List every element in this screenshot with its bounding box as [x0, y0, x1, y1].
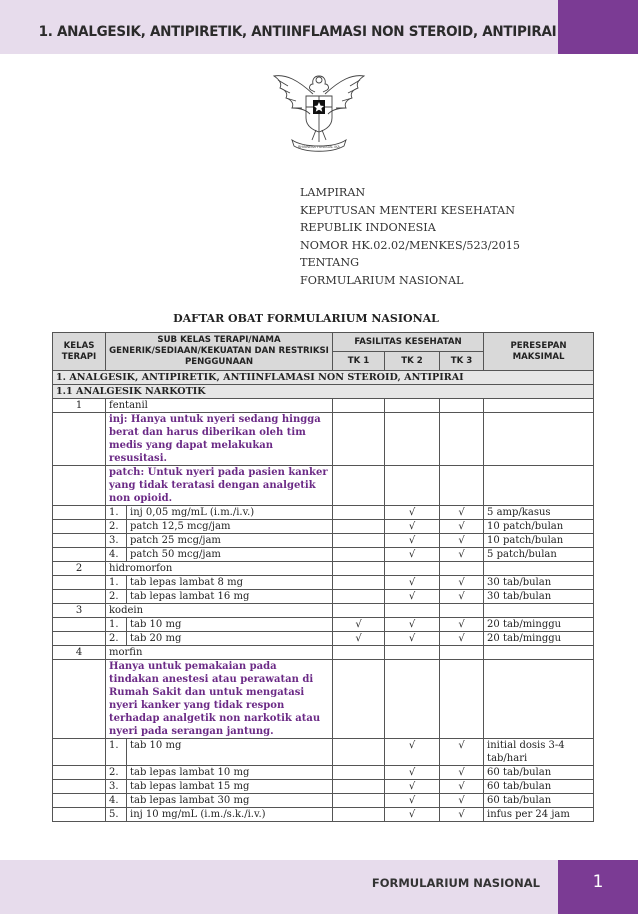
- restriction-row: [53, 466, 594, 506]
- tk2-check: √: [385, 548, 440, 562]
- max-prescription: 60 tab/bulan: [484, 766, 594, 780]
- item-number: 1.: [106, 576, 127, 590]
- item-description: patch 12,5 mcg/jam: [127, 520, 333, 534]
- tk1-check: √: [333, 618, 385, 632]
- tk3-check: √: [440, 632, 484, 646]
- garuda-emblem-icon: [268, 66, 370, 156]
- item-number: 2.: [106, 632, 127, 646]
- item-number: 2.: [106, 766, 127, 780]
- table-row: [53, 766, 594, 780]
- restriction-row: [53, 660, 594, 739]
- table-row: [53, 780, 594, 794]
- max-prescription: 30 tab/bulan: [484, 576, 594, 590]
- tk2-check: √: [385, 506, 440, 520]
- tk1-check: √: [333, 632, 385, 646]
- item-description: tab lepas lambat 15 mg: [127, 780, 333, 794]
- table-row: [53, 576, 594, 590]
- tk1-check: [333, 590, 385, 604]
- drug-row: [53, 399, 594, 413]
- tk3-check: √: [440, 618, 484, 632]
- item-number: 3.: [106, 534, 127, 548]
- header-kelas-terapi: KELAS TERAPI: [53, 333, 106, 371]
- tk3-check: √: [440, 780, 484, 794]
- drug-row: [53, 604, 594, 618]
- tk2-check: √: [385, 590, 440, 604]
- header-sub-kelas: SUB KELAS TERAPI/NAMA GENERIK/SEDIAAN/KEKUATAN DAN RESTRIKSI PENGGUNAAN: [106, 333, 333, 371]
- tk2-check: √: [385, 632, 440, 646]
- formulary-table: [52, 332, 594, 822]
- header-accent-block: [558, 0, 638, 54]
- item-number: 5.: [106, 808, 127, 822]
- tk3-check: √: [440, 506, 484, 520]
- lampiran-line: FORMULARIUM NASIONAL: [300, 273, 464, 287]
- item-number: 2.: [106, 520, 127, 534]
- tk3-check: √: [440, 548, 484, 562]
- item-description: tab lepas lambat 10 mg: [127, 766, 333, 780]
- item-number: 1.: [106, 506, 127, 520]
- item-description: tab lepas lambat 30 mg: [127, 794, 333, 808]
- section-heading: 1. ANALGESIK, ANTIPIRETIK, ANTIINFLAMASI NON STEROID, ANTIPIRAI: [53, 371, 594, 385]
- tk2-check: √: [385, 780, 440, 794]
- tk2-check: √: [385, 794, 440, 808]
- max-prescription: 5 amp/kasus: [484, 506, 594, 520]
- drug-number: 2: [53, 562, 106, 576]
- max-prescription: 20 tab/minggu: [484, 618, 594, 632]
- item-number: 3.: [106, 780, 127, 794]
- tk3-check: √: [440, 520, 484, 534]
- max-prescription: 60 tab/bulan: [484, 794, 594, 808]
- item-number: 4.: [106, 548, 127, 562]
- header-tk3: TK 3: [440, 352, 484, 371]
- table-row: [53, 739, 594, 766]
- tk1-check: [333, 739, 385, 766]
- drug-number: 4: [53, 646, 106, 660]
- item-description: patch 50 mcg/jam: [127, 548, 333, 562]
- item-description: inj 0,05 mg/mL (i.m./i.v.): [127, 506, 333, 520]
- tk1-check: [333, 780, 385, 794]
- footer-label: FORMULARIUM NASIONAL: [371, 876, 540, 890]
- table-row: [53, 506, 594, 520]
- subsection-heading: 1.1 ANALGESIK NARKOTIK: [53, 385, 594, 399]
- page-number: 1: [592, 872, 604, 892]
- item-description: inj 10 mg/mL (i.m./s.k./i.v.): [127, 808, 333, 822]
- max-prescription: 30 tab/bulan: [484, 590, 594, 604]
- tk2-check: √: [385, 576, 440, 590]
- restriction-row: [53, 413, 594, 466]
- tk3-check: √: [440, 576, 484, 590]
- header-peresepan: PERESEPAN MAKSIMAL: [484, 333, 594, 371]
- tk1-check: [333, 534, 385, 548]
- drug-name: hidromorfon: [106, 562, 333, 576]
- header-tk2: TK 2: [385, 352, 440, 371]
- table-row: [53, 632, 594, 646]
- tk1-check: [333, 766, 385, 780]
- tk2-check: √: [385, 766, 440, 780]
- chapter-title: 1. ANALGESIK, ANTIPIRETIK, ANTIINFLAMASI NON STEROID, ANTIPIRAI: [38, 24, 557, 40]
- document-title: DAFTAR OBAT FORMULARIUM NASIONAL: [173, 312, 439, 325]
- header-fasilitas: FASILITAS KESEHATAN: [333, 333, 484, 352]
- lampiran-line: TENTANG: [300, 256, 360, 270]
- tk1-check: [333, 794, 385, 808]
- table-row: [53, 548, 594, 562]
- restriction-note: patch: Untuk nyeri pada pasien kanker yang tidak teratasi dengan analgetik non opioid.: [106, 466, 333, 506]
- max-prescription: 60 tab/bulan: [484, 780, 594, 794]
- table-row: [53, 520, 594, 534]
- tk2-check: √: [385, 618, 440, 632]
- lampiran-line: NOMOR HK.02.02/MENKES/523/2015: [300, 238, 520, 252]
- tk3-check: √: [440, 794, 484, 808]
- tk1-check: [333, 808, 385, 822]
- tk1-check: [333, 506, 385, 520]
- max-prescription: 5 patch/bulan: [484, 548, 594, 562]
- drug-name: fentanil: [106, 399, 333, 413]
- footer-band: [0, 860, 638, 914]
- lampiran-line: REPUBLIK INDONESIA: [300, 221, 436, 235]
- item-number: 2.: [106, 590, 127, 604]
- header-tk1: TK 1: [333, 352, 385, 371]
- max-prescription: 10 patch/bulan: [484, 520, 594, 534]
- max-prescription: infus per 24 jam: [484, 808, 594, 822]
- tk2-check: √: [385, 739, 440, 766]
- lampiran-block: [300, 184, 520, 290]
- drug-name: kodein: [106, 604, 333, 618]
- max-prescription: 10 patch/bulan: [484, 534, 594, 548]
- drug-number: 3: [53, 604, 106, 618]
- drug-name: morfin: [106, 646, 333, 660]
- lampiran-line: KEPUTUSAN MENTERI KESEHATAN: [300, 203, 515, 217]
- tk1-check: [333, 520, 385, 534]
- tk3-check: √: [440, 739, 484, 766]
- emblem-motto: BHINNEKA TUNGGAL IKA: [298, 145, 340, 149]
- item-number: 4.: [106, 794, 127, 808]
- item-description: tab lepas lambat 16 mg: [127, 590, 333, 604]
- restriction-note: Hanya untuk pemakaian pada tindakan anestesi atau perawatan di Rumah Sakit dan untuk mengatasi nyeri kanker yang tidak respon terhadap analgetik non narkotik atau nyeri pada serangan jantung.: [106, 660, 333, 739]
- table-row: [53, 590, 594, 604]
- drug-row: [53, 562, 594, 576]
- table-row: [53, 618, 594, 632]
- tk3-check: √: [440, 534, 484, 548]
- item-description: tab 20 mg: [127, 632, 333, 646]
- table-row: [53, 534, 594, 548]
- restriction-note: inj: Hanya untuk nyeri sedang hingga berat dan harus diberikan oleh tim medis yang dapat melakukan resusitasi.: [106, 413, 333, 466]
- tk2-check: √: [385, 534, 440, 548]
- tk2-check: √: [385, 520, 440, 534]
- tk3-check: √: [440, 766, 484, 780]
- tk3-check: √: [440, 590, 484, 604]
- table-row: [53, 808, 594, 822]
- lampiran-line: LAMPIRAN: [300, 186, 366, 199]
- item-description: tab 10 mg: [127, 739, 333, 766]
- tk2-check: √: [385, 808, 440, 822]
- drug-number: 1: [53, 399, 106, 413]
- max-prescription: 20 tab/minggu: [484, 632, 594, 646]
- max-prescription: initial dosis 3-4 tab/hari: [484, 739, 594, 766]
- tk3-check: √: [440, 808, 484, 822]
- item-description: tab 10 mg: [127, 618, 333, 632]
- item-description: patch 25 mcg/jam: [127, 534, 333, 548]
- item-description: tab lepas lambat 8 mg: [127, 576, 333, 590]
- tk1-check: [333, 576, 385, 590]
- item-number: 1.: [106, 739, 127, 766]
- table-row: [53, 794, 594, 808]
- tk1-check: [333, 548, 385, 562]
- drug-row: [53, 646, 594, 660]
- item-number: 1.: [106, 618, 127, 632]
